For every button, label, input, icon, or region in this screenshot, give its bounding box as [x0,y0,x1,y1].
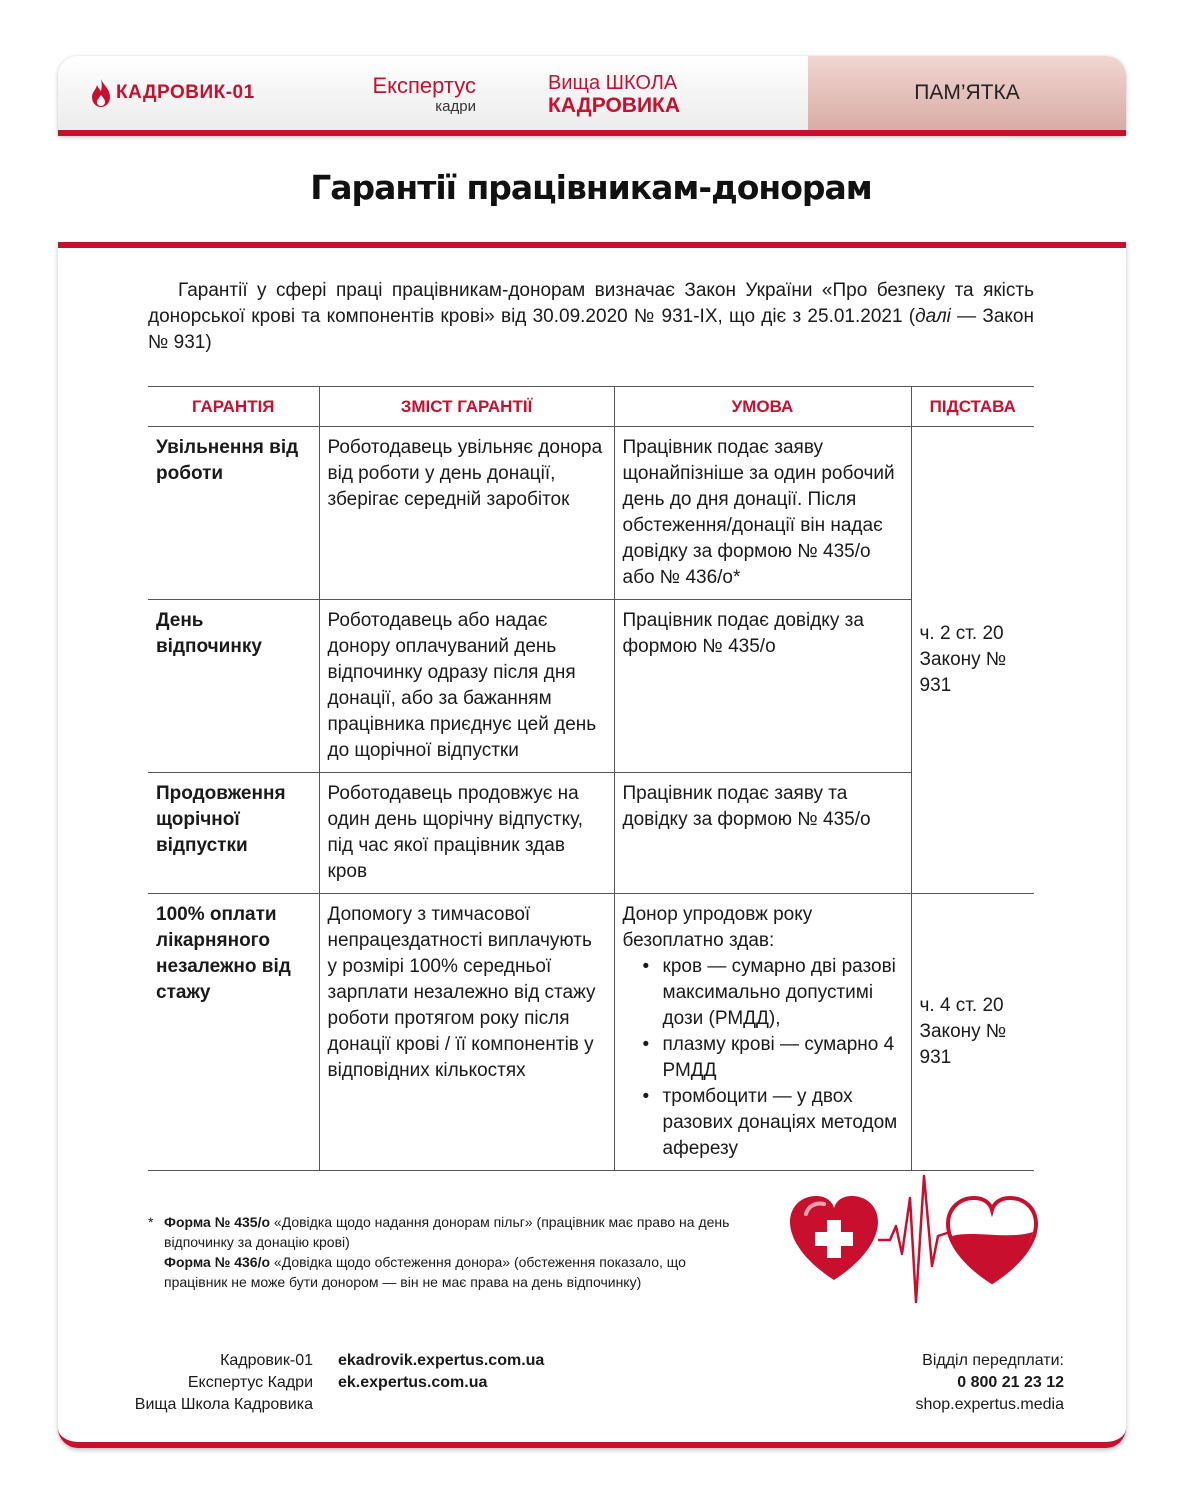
table-row [148,894,1034,1171]
page-title: Гарантії працівникам-донорам [310,168,872,207]
footer-subscription [915,1350,1064,1416]
list-item: • плазму крові — сумарно 4 РМДД [639,1032,903,1084]
footnotes [148,1212,748,1292]
intro-paragraph [148,278,1034,356]
guarantee-cell: Продовження щорічної відпустки [148,773,319,894]
footnote-marker: * [148,1214,154,1230]
form-435-text: «Довідка щодо надання донорам пільг» (працівник має право на день відпочинку за донацію крові) [164,1214,730,1250]
header-condition: УМОВА [614,387,911,427]
condition-cell: Працівник подає заяву щонайпізніше за один робочий день до дня донації. Після обстеження/донації він надає довідку за формою № 435/о або № 436/о* [614,427,911,600]
content-cell: Роботодавець або надає донору оплачуваний день відпочинку одразу після дня донації, або за бажанням працівника приєднує цей день до щорічної відпустки [319,600,614,773]
condition-intro: Донор упродовж року безоплатно здав: [622,904,813,951]
table-row [148,427,1034,600]
footer-brand: Вища Школа Кадровика [134,1396,313,1413]
content-cell: Допомогу з тимчасової непрацездатності виплачують у розмірі 100% середньої зарплати незалежно від стажу роботи протягом року після донації крові / її компонентів у відповідних кількостях [319,894,614,1171]
footer-brand: Експертус Кадри [187,1374,313,1391]
basis-cell: ч. 4 ст. 20 Закону № 931 [911,894,1034,1171]
list-item: • тромбоцити — у двох разових донаціях методом аферезу [639,1084,903,1162]
heart-cross-icon [790,1196,878,1280]
logo-expertus-line1: Експертус [372,73,476,98]
logo-school [548,72,680,118]
footer-site-link[interactable]: ek.expertus.com.ua [338,1374,488,1391]
footer-sites [338,1350,544,1394]
logo-kadrovyk [90,78,255,108]
header-guarantee: ГАРАНТІЯ [148,387,319,427]
intro-text-italic: далі [915,306,951,327]
subscription-phone[interactable]: 0 800 21 23 12 [957,1374,1064,1391]
logo-expertus-line2: кадри [435,98,476,115]
footer-brands [100,1350,313,1416]
guarantee-cell: День відпочинку [148,600,319,773]
shop-link[interactable]: shop.expertus.media [915,1396,1064,1413]
flame-icon [90,78,112,108]
table-row [148,773,1034,894]
blood-heart-icon [948,1198,1036,1282]
header-content: ЗМІСТ ГАРАНТІЇ [319,387,614,427]
basis-cell: ч. 2 ст. 20 Закону № 931 [911,427,1034,894]
content-cell: Роботодавець увільняє донора від роботи у день донації, зберігає середній заробіток [319,427,614,600]
condition-list [639,954,903,1162]
logo-school-line2: КАДРОВИКА [548,94,681,117]
heartbeat-line-icon [878,1176,950,1302]
guarantee-cell: 100% оплати лікарняного незалежно від стажу [148,894,319,1171]
table-row [148,600,1034,773]
condition-cell [614,894,911,1171]
footer-site-link[interactable]: ekadrovik.expertus.com.ua [338,1352,545,1369]
guarantees-table [148,386,1034,1171]
condition-cell: Працівник подає довідку за формою № 435/о [614,600,911,773]
footnote-form-435 [148,1212,748,1252]
guarantee-cell: Увільнення від роботи [148,427,319,600]
logo-school-line1: Вища ШКОЛА [548,72,678,94]
footer-brand: Кадровик-01 [220,1352,313,1369]
header-basis: ПІДСТАВА [911,387,1034,427]
form-435-label: Форма № 435/о [164,1214,271,1230]
form-436-label: Форма № 436/о [164,1254,271,1270]
donor-heart-illustration [786,1170,1046,1310]
list-item: • кров — сумарно дві разові максимально допустимі дози (РМДД), [639,954,903,1032]
logo-kadrovyk-text: КАДРОВИК-01 [116,82,255,103]
condition-cell: Працівник подає заяву та довідку за формою № 435/о [614,773,911,894]
memo-badge: ПАМ’ЯТКА [808,56,1126,130]
subscription-label: Відділ передплати: [922,1352,1064,1369]
intro-text-start: Гарантії у сфері праці працівникам-донорам визначає Закон України «Про безпеку та якість донорської крові та компонентів крові» від 30.09.2020 № 931-IX, що діє з 25.01.2021 ( [148,280,1034,327]
intro-text-end: — Закон № 931) [148,306,1034,353]
content-cell: Роботодавець продовжує на один день щорічну відпустку, під час якої працівник здав кров [319,773,614,894]
table-header-row [148,387,1034,427]
logo-expertus [350,74,476,116]
footnote-form-436 [148,1252,748,1292]
header-bar [58,56,1126,136]
form-436-text: «Довідка щодо обстеження донора» (обстеження показало, що працівник не може бути донором — він не має права на день відпочинку) [164,1254,686,1290]
